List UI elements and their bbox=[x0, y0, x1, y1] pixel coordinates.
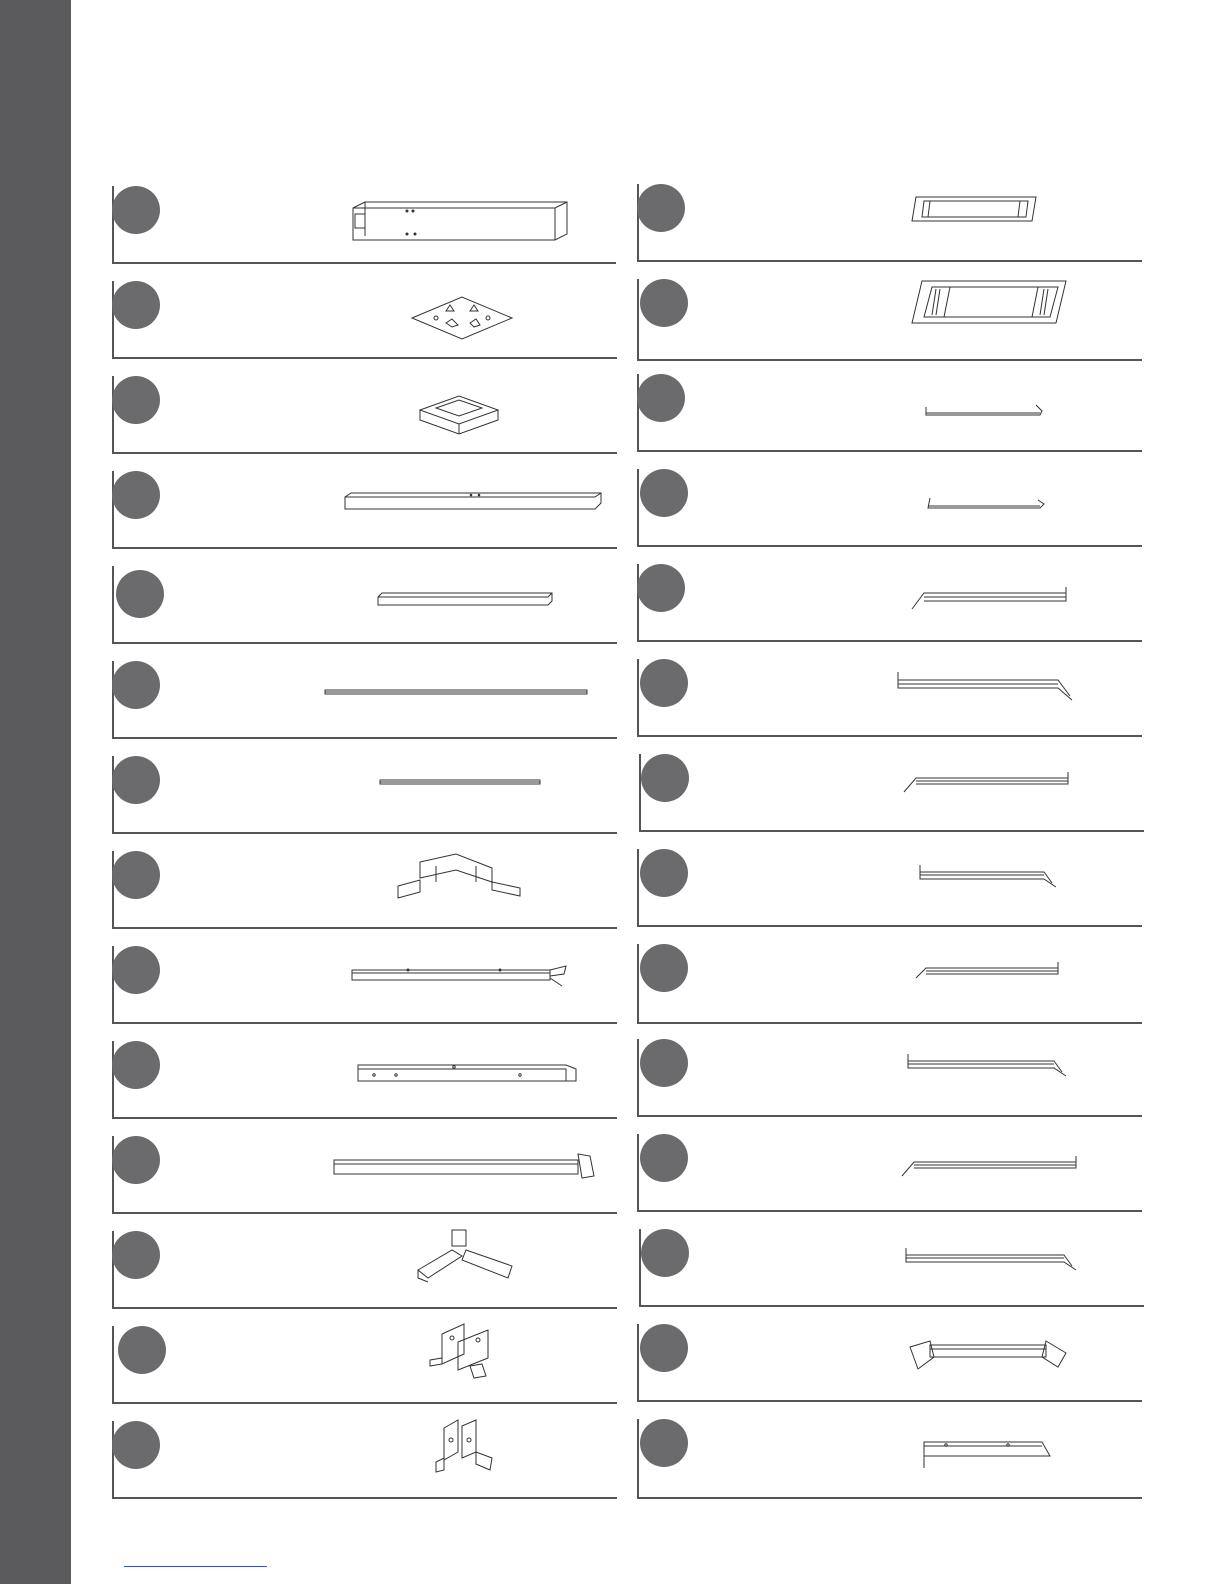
part-number-badge bbox=[641, 1229, 689, 1277]
footer-link[interactable] bbox=[124, 1556, 267, 1567]
roof-panel-icon bbox=[910, 279, 1070, 327]
part-number-badge bbox=[640, 1134, 688, 1182]
part-row-23 bbox=[637, 944, 1142, 1024]
part-number-badge bbox=[112, 471, 160, 519]
side-bar bbox=[0, 0, 71, 1584]
part-number-badge bbox=[641, 754, 689, 802]
part-row-8 bbox=[112, 851, 617, 929]
l-profile-icon bbox=[904, 1246, 1078, 1272]
angle-strip-icon bbox=[924, 403, 1044, 419]
part-number-badge bbox=[637, 184, 685, 232]
part-number-badge bbox=[112, 281, 160, 329]
part-number-badge bbox=[112, 756, 160, 804]
part-number-badge bbox=[112, 186, 160, 234]
part-number-badge bbox=[112, 1231, 160, 1279]
gutter-icon bbox=[922, 1436, 1052, 1470]
part-number-badge bbox=[118, 1326, 166, 1374]
part-number-badge bbox=[640, 1419, 688, 1467]
long-rail-icon bbox=[323, 687, 589, 697]
end-beam-icon bbox=[332, 1152, 596, 1182]
base-plate-icon bbox=[412, 295, 512, 341]
part-number-badge bbox=[640, 849, 688, 897]
part-row-3 bbox=[112, 376, 617, 454]
part-number-badge bbox=[112, 1041, 160, 1089]
part-row-24 bbox=[637, 1039, 1142, 1117]
part-number-badge bbox=[640, 944, 688, 992]
part-number-badge bbox=[112, 1136, 160, 1184]
drilled-tube-icon bbox=[356, 1061, 578, 1085]
post-collar-icon bbox=[418, 390, 500, 434]
part-row-17 bbox=[637, 374, 1142, 452]
part-row-18 bbox=[637, 469, 1142, 547]
long-beam-icon bbox=[343, 491, 603, 511]
part-row-12 bbox=[112, 1231, 617, 1309]
part-number-badge bbox=[637, 564, 685, 612]
y-connector-icon bbox=[416, 1228, 514, 1284]
part-number-badge bbox=[640, 659, 688, 707]
part-number-badge bbox=[640, 469, 688, 517]
part-number-badge bbox=[112, 1421, 160, 1469]
part-number-badge bbox=[116, 570, 164, 618]
part-row-6 bbox=[112, 661, 617, 739]
part-number-badge bbox=[640, 1039, 688, 1087]
corner-bracket-icon bbox=[396, 852, 522, 900]
part-number-badge bbox=[112, 376, 160, 424]
part-number-badge bbox=[637, 374, 685, 422]
cross-beam-icon bbox=[350, 964, 570, 990]
square-post-icon bbox=[345, 200, 575, 244]
part-number-badge bbox=[640, 279, 688, 327]
l-profile-icon bbox=[896, 670, 1074, 702]
part-row-28 bbox=[637, 1419, 1142, 1499]
part-row-2 bbox=[112, 281, 617, 359]
part-row-22 bbox=[637, 849, 1142, 927]
angle-strip-icon bbox=[926, 496, 1046, 512]
part-number-badge bbox=[640, 1324, 688, 1372]
part-row-14 bbox=[112, 1421, 617, 1499]
l-profile-icon bbox=[906, 1052, 1068, 1078]
short-beam-icon bbox=[376, 591, 554, 607]
hinge-bracket-icon bbox=[428, 1322, 492, 1378]
part-number-badge bbox=[112, 661, 160, 709]
l-profile-icon bbox=[900, 1154, 1078, 1178]
short-rail-icon bbox=[378, 777, 542, 787]
part-number-badge bbox=[112, 851, 160, 899]
part-row-13 bbox=[112, 1326, 617, 1404]
l-profile-icon bbox=[914, 962, 1060, 980]
hinge-bracket-icon bbox=[434, 1418, 494, 1474]
part-row-7 bbox=[112, 756, 617, 834]
l-profile-icon bbox=[918, 863, 1058, 889]
l-profile-icon bbox=[902, 770, 1070, 794]
roof-panel-icon bbox=[910, 195, 1038, 225]
part-number-badge bbox=[112, 946, 160, 994]
part-row-15 bbox=[637, 184, 1142, 262]
l-profile-icon bbox=[910, 585, 1070, 611]
ridge-cap-icon bbox=[908, 1337, 1068, 1371]
